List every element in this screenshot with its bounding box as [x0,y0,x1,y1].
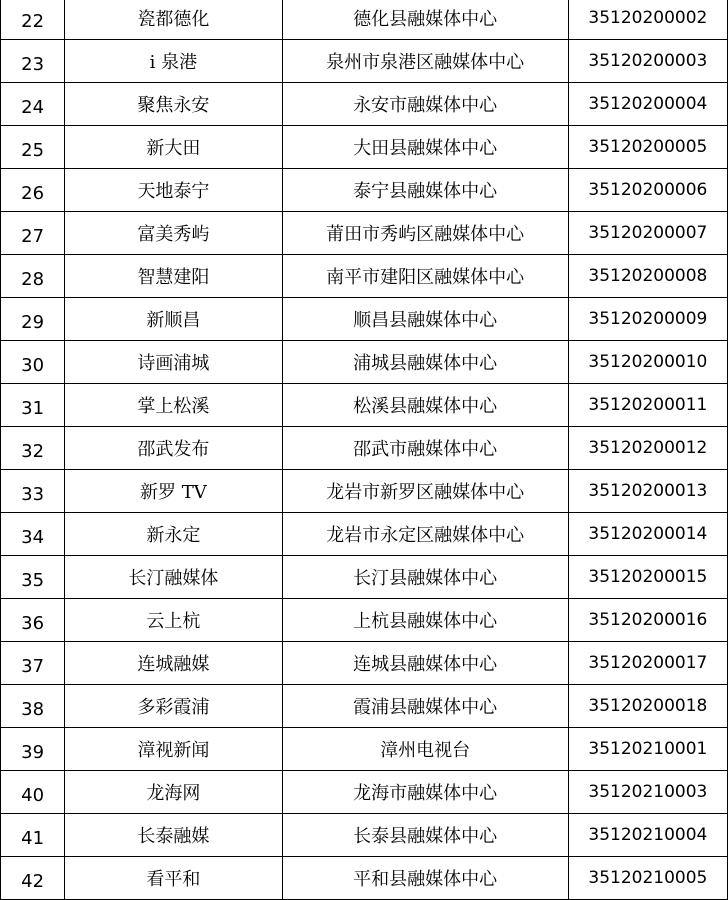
table-row [1,642,728,685]
registration-code-cell: 35120200015 [568,556,727,599]
table-row [1,470,728,513]
client-name-cell: 新大田 [65,126,282,169]
table-row [1,728,728,771]
row-number-cell: 22 [1,0,65,40]
organization-cell: 松溪县融媒体中心 [282,384,568,427]
registration-code-cell: 35120200013 [568,470,727,513]
client-name-cell: 漳视新闻 [65,728,282,771]
organization-cell: 南平市建阳区融媒体中心 [282,255,568,298]
registration-code-cell: 35120210005 [568,857,727,900]
client-name-cell: 新永定 [65,513,282,556]
registration-code-cell: 35120200010 [568,341,727,384]
row-number-cell: 31 [1,384,65,427]
client-name-cell: 连城融媒 [65,642,282,685]
client-name-cell: 诗画浦城 [65,341,282,384]
client-name-cell: 智慧建阳 [65,255,282,298]
organization-cell: 永安市融媒体中心 [282,83,568,126]
row-number-cell: 37 [1,642,65,685]
registration-code-cell: 35120200012 [568,427,727,470]
table-row [1,169,728,212]
organization-cell: 邵武市融媒体中心 [282,427,568,470]
registration-code-cell: 35120200016 [568,599,727,642]
client-name-cell: 看平和 [65,857,282,900]
registration-code-cell: 35120200008 [568,255,727,298]
row-number-cell: 36 [1,599,65,642]
row-number-cell: 38 [1,685,65,728]
row-number-cell: 39 [1,728,65,771]
client-name-cell: 天地泰宁 [65,169,282,212]
registration-code-cell: 35120210001 [568,728,727,771]
registration-code-cell: 35120200009 [568,298,727,341]
table-row [1,857,728,900]
registration-code-cell: 35120200018 [568,685,727,728]
table-body [1,0,728,900]
registration-code-cell: 35120200003 [568,40,727,83]
table-row [1,384,728,427]
registration-code-cell: 35120200007 [568,212,727,255]
registration-code-cell: 35120200006 [568,169,727,212]
row-number-cell: 29 [1,298,65,341]
registration-code-cell: 35120200004 [568,83,727,126]
table-row [1,255,728,298]
registration-code-cell: 35120210004 [568,814,727,857]
registration-code-cell: 35120200014 [568,513,727,556]
registration-code-cell: 35120210003 [568,771,727,814]
table-row [1,685,728,728]
organization-cell: 平和县融媒体中心 [282,857,568,900]
client-name-cell: 富美秀屿 [65,212,282,255]
client-name-cell: 新罗 TV [65,470,282,513]
row-number-cell: 42 [1,857,65,900]
row-number-cell: 32 [1,427,65,470]
organization-cell: 连城县融媒体中心 [282,642,568,685]
organization-cell: 龙岩市新罗区融媒体中心 [282,470,568,513]
row-number-cell: 24 [1,83,65,126]
registration-code-cell: 35120200011 [568,384,727,427]
client-name-cell: 多彩霞浦 [65,685,282,728]
client-name-cell: 邵武发布 [65,427,282,470]
client-name-cell: 聚焦永安 [65,83,282,126]
table-row [1,771,728,814]
table-row [1,40,728,83]
organization-cell: 漳州电视台 [282,728,568,771]
table-row [1,298,728,341]
table-row [1,814,728,857]
organization-cell: 大田县融媒体中心 [282,126,568,169]
registration-code-cell: 35120200005 [568,126,727,169]
organization-cell: 龙岩市永定区融媒体中心 [282,513,568,556]
registration-code-cell: 35120200017 [568,642,727,685]
organization-cell: 浦城县融媒体中心 [282,341,568,384]
row-number-cell: 25 [1,126,65,169]
client-name-cell: 掌上松溪 [65,384,282,427]
table-row [1,556,728,599]
table-row [1,126,728,169]
organization-cell: 莆田市秀屿区融媒体中心 [282,212,568,255]
organization-cell: 霞浦县融媒体中心 [282,685,568,728]
organization-cell: 顺昌县融媒体中心 [282,298,568,341]
client-name-cell: 龙海网 [65,771,282,814]
row-number-cell: 41 [1,814,65,857]
organization-cell: 长泰县融媒体中心 [282,814,568,857]
organization-cell: 长汀县融媒体中心 [282,556,568,599]
table-row [1,427,728,470]
organization-cell: 龙海市融媒体中心 [282,771,568,814]
organization-cell: 德化县融媒体中心 [282,0,568,40]
row-number-cell: 33 [1,470,65,513]
client-name-cell: i 泉港 [65,40,282,83]
row-number-cell: 27 [1,212,65,255]
client-name-cell: 长汀融媒体 [65,556,282,599]
table-row [1,599,728,642]
row-number-cell: 30 [1,341,65,384]
table-row [1,83,728,126]
table-row [1,513,728,556]
table-row [1,0,728,40]
organization-cell: 上杭县融媒体中心 [282,599,568,642]
row-number-cell: 23 [1,40,65,83]
client-name-cell: 瓷都德化 [65,0,282,40]
row-number-cell: 28 [1,255,65,298]
table-row [1,212,728,255]
organization-cell: 泰宁县融媒体中心 [282,169,568,212]
row-number-cell: 40 [1,771,65,814]
row-number-cell: 35 [1,556,65,599]
row-number-cell: 34 [1,513,65,556]
client-name-cell: 长泰融媒 [65,814,282,857]
organization-cell: 泉州市泉港区融媒体中心 [282,40,568,83]
table-row [1,341,728,384]
registration-code-cell: 35120200002 [568,0,727,40]
row-number-cell: 26 [1,169,65,212]
client-name-cell: 云上杭 [65,599,282,642]
client-name-cell: 新顺昌 [65,298,282,341]
